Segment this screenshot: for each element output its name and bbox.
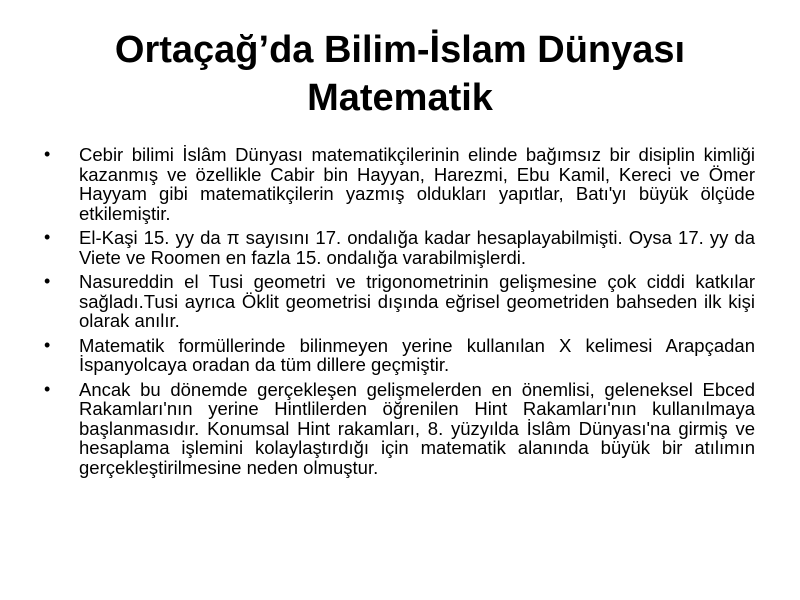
- bullet-text: El-Kaşi 15. yy da π sayısını 17. ondalığa kadar hesaplayabilmişti. Oysa 17. yy da Viete ve Roomen en fazla 15. ondalığa varabilmişlerdi.: [79, 227, 755, 268]
- bullet-text: Matematik formüllerinde bilinmeyen yerine kullanılan X kelimesi Arapçadan İspanyolcaya oradan da tüm dillere geçmiştir.: [79, 334, 755, 375]
- bullet-item-el-kasi: [44, 228, 755, 267]
- bullet-item-hint-rakamlari: [44, 380, 755, 478]
- bullet-item-cebir: [44, 145, 755, 223]
- bullet-dot-icon: •: [44, 334, 51, 355]
- bullet-list: [44, 145, 755, 482]
- bullet-dot-icon: •: [44, 271, 51, 291]
- bullet-dot-icon: •: [44, 378, 51, 399]
- bullet-dot-icon: •: [44, 144, 51, 164]
- bullet-dot-icon: •: [44, 227, 51, 247]
- bullet-item-x-kelimesi: [44, 336, 755, 375]
- title-line-2: Matematik: [307, 77, 493, 119]
- bullet-text: Ancak bu dönemde gerçekleşen gelişmelerden en önemlisi, geleneksel Ebced Rakamları'nın yerine Hintlilerden öğrenilen Hint Rakamları'nın kullanılmaya başlanmasıdır. Konumsal Hint rakamları, 8. yüzyılda İslâm Dünyası'na girmiş ve hesaplama işlemini kolaylaştırdığı için matematik alanında büyük bir atılımın gerçekleştirilmesine neden olmuştur.: [79, 378, 755, 478]
- bullet-text: Nasureddin el Tusi geometri ve trigonometrinin gelişmesine çok ciddi katkılar sağladı.Tusi ayrıca Öklit geometrisi dışında eğrisel geometriden bahseden ilk kişi olarak anılır.: [79, 271, 755, 331]
- bullet-item-tusi: [44, 272, 755, 331]
- slide-title: [40, 26, 760, 122]
- title-line-1: Ortaçağ’da Bilim-İslam Dünyası: [114, 29, 686, 71]
- bullet-text: Cebir bilimi İslâm Dünyası matematikçilerinin elinde bağımsız bir disiplin kimliği kazanmış ve özellikle Cabir bin Hayyan, Harezmi, Ebu Kamil, Kereci ve Ömer Hayyam gibi matematikçilerin yazmış oldukları yapıtlar, Batı'yı büyük ölçüde etkilemiştir.: [79, 144, 755, 224]
